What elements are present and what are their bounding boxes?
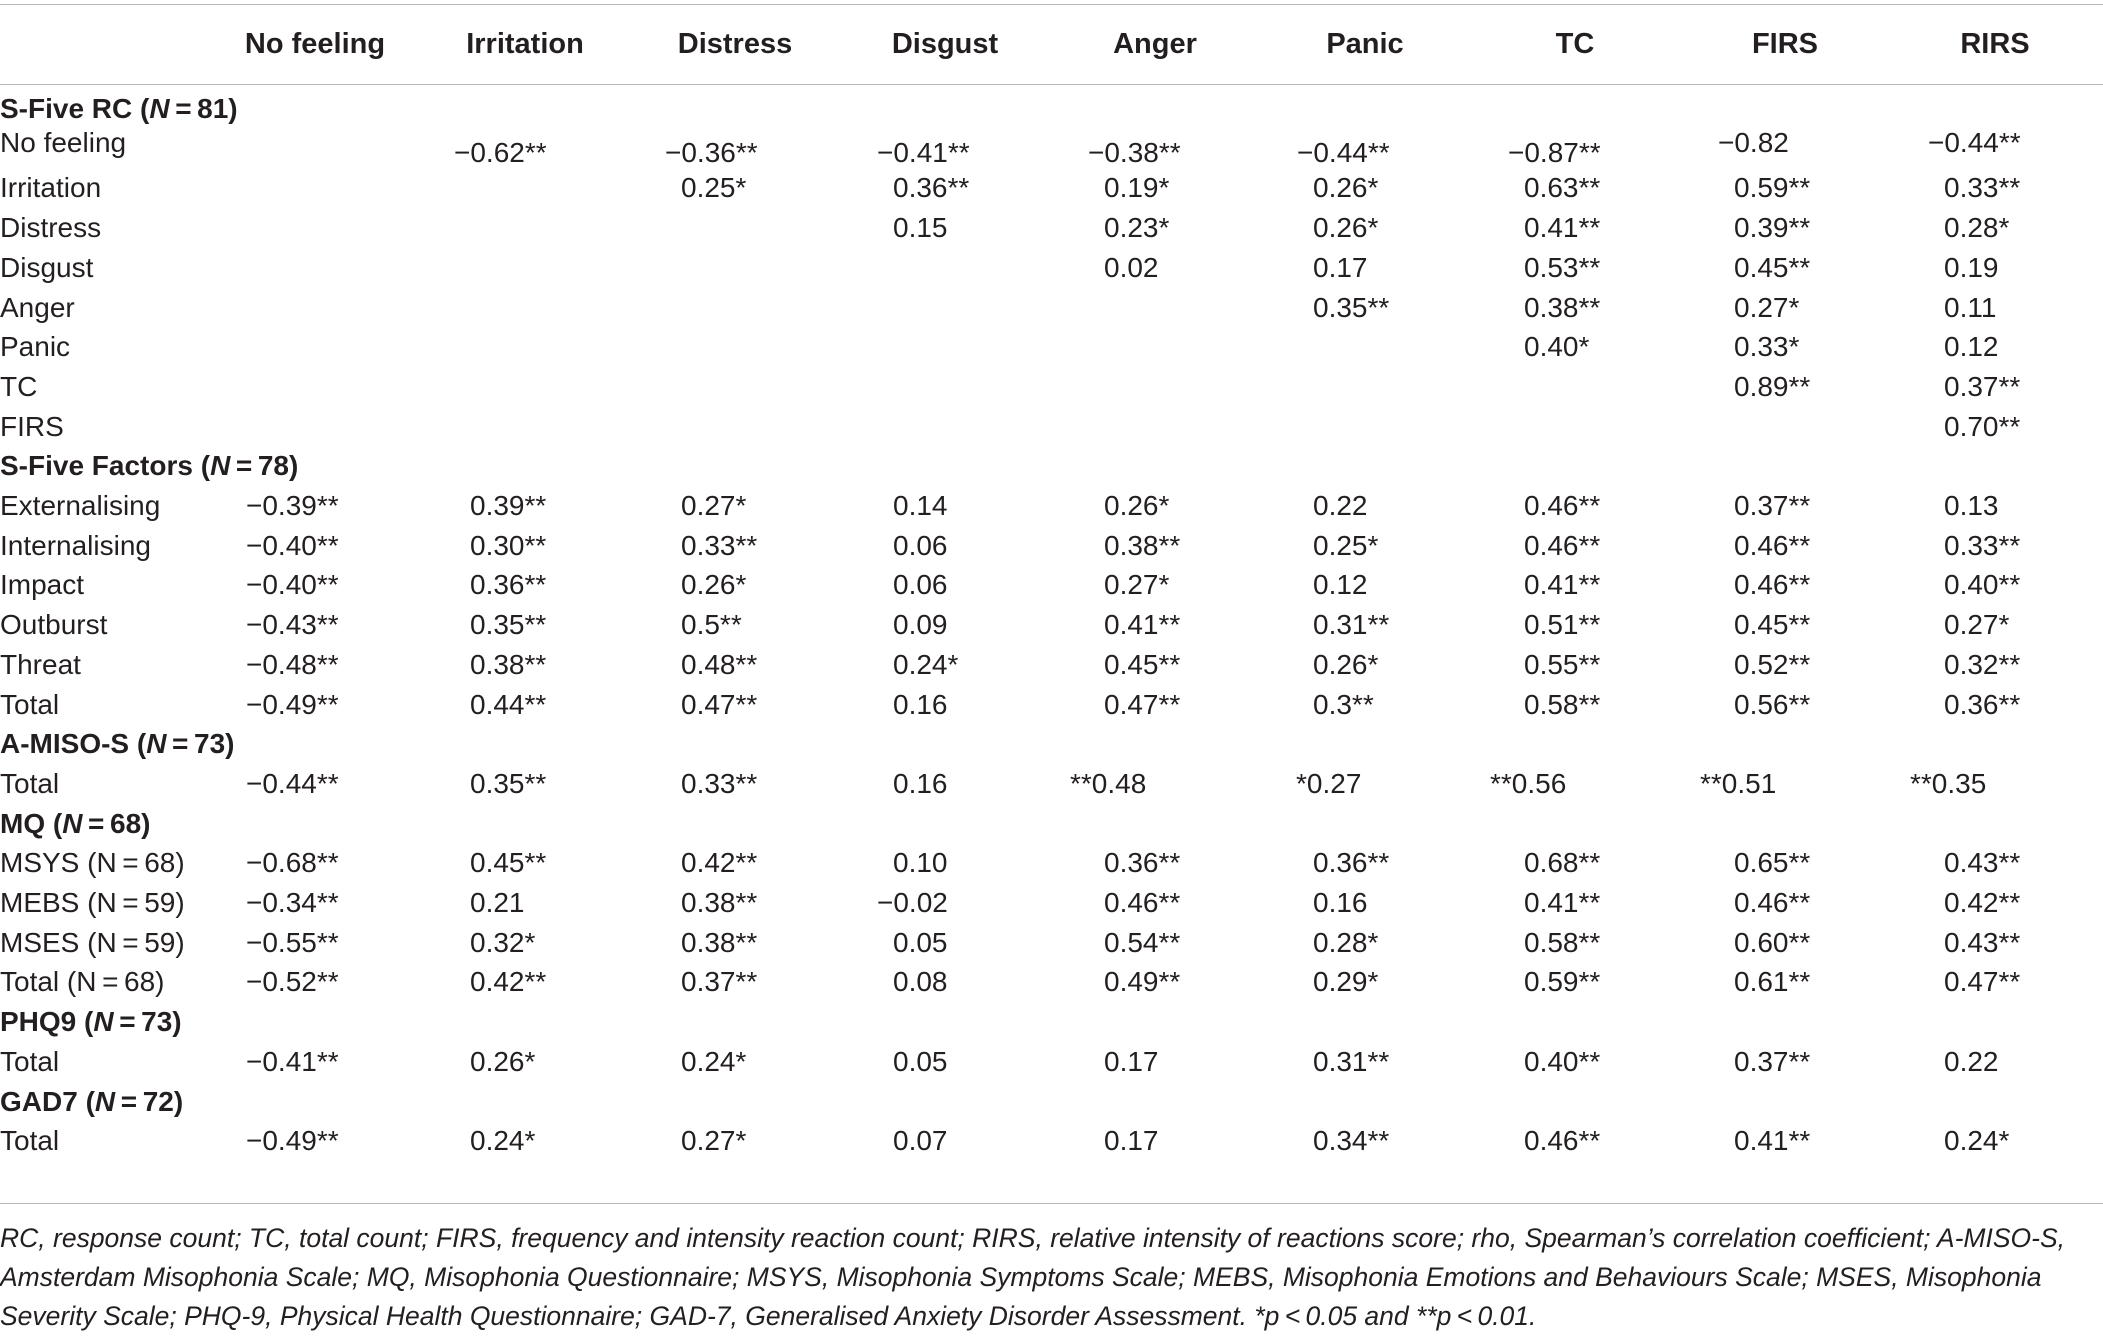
table-cell: 0.46**	[1524, 529, 1601, 561]
table-cell: 0.07	[893, 1125, 948, 1157]
table-cell: 0.44**	[470, 688, 547, 720]
table-cell: 0.30**	[470, 529, 547, 561]
table-cell: 0.26*	[1313, 648, 1379, 680]
section-title: MQ (N = 68)	[0, 807, 151, 839]
table-cell: 0.27*	[1104, 569, 1170, 601]
table-cell: 0.33**	[1944, 172, 2021, 204]
row-label: Impact	[0, 569, 85, 601]
table-cell: −0.52**	[246, 966, 339, 998]
row-label: Total	[0, 1125, 60, 1157]
table-cell: 0.22	[1944, 1045, 1999, 1077]
row-label: No feeling	[0, 126, 127, 158]
table-cell: −0.62**	[454, 136, 547, 168]
table-cell: −0.36**	[665, 136, 758, 168]
table-cell: 0.32*	[470, 926, 536, 958]
table-cell: 0.39**	[470, 490, 547, 521]
table-cell: 0.54**	[1104, 926, 1181, 958]
table-cell: 0.31**	[1313, 609, 1390, 641]
table-cell: 0.23*	[1104, 212, 1170, 244]
table-cell: 0.24*	[893, 648, 959, 680]
table-cell: −0.34**	[246, 887, 339, 918]
row-label: MSYS (N = 68)	[0, 847, 185, 879]
table-cell: −0.44**	[1928, 126, 2021, 158]
table-cell: 0.35**	[1313, 291, 1390, 323]
table-cell: 0.38**	[470, 648, 547, 680]
row-label: MEBS (N = 59)	[0, 887, 185, 918]
header-rule	[0, 84, 2103, 85]
table-cell: 0.3**	[1313, 688, 1374, 720]
table-cell: 0.12	[1944, 331, 1999, 363]
table-cell: 0.16	[893, 767, 948, 799]
column-header: RIRS	[1960, 28, 2030, 60]
top-rule	[0, 4, 2103, 5]
table-cell: **0.35	[1910, 767, 1987, 799]
table-cell: 0.58**	[1524, 926, 1601, 958]
table-cell: 0.65**	[1734, 847, 1811, 879]
table-cell: 0.33*	[1734, 331, 1800, 363]
row-label: Outburst	[0, 609, 108, 641]
table-cell: −0.41**	[246, 1045, 339, 1077]
table-cell: 0.11	[1944, 291, 1997, 323]
table-cell: 0.31**	[1313, 1045, 1390, 1077]
table-cell: 0.24*	[1944, 1125, 2010, 1157]
table-cell: 0.70**	[1944, 410, 2021, 442]
table-cell: −0.43**	[246, 609, 339, 641]
row-label: FIRS	[0, 410, 64, 442]
column-header: Irritation	[466, 28, 584, 60]
table-cell: 0.51**	[1524, 609, 1601, 641]
table-cell: 0.16	[893, 688, 948, 720]
table-cell: 0.41**	[1524, 887, 1601, 918]
table-cell: 0.60**	[1734, 926, 1811, 958]
table-cell: 0.53**	[1524, 251, 1601, 283]
table-cell: 0.27*	[681, 490, 747, 521]
table-cell: 0.17	[1313, 251, 1368, 283]
table-cell: 0.12	[1313, 569, 1368, 601]
table-cell: −0.40**	[246, 529, 339, 561]
column-header: TC	[1555, 28, 1595, 60]
row-label: Total	[0, 1045, 60, 1077]
table-cell: 0.49**	[1104, 966, 1181, 998]
table-cell: −0.87**	[1508, 136, 1601, 168]
table-cell: 0.46**	[1524, 1125, 1601, 1157]
table-cell: 0.36**	[1944, 688, 2021, 720]
table-cell: 0.24*	[470, 1125, 536, 1157]
table-cell: 0.22	[1313, 490, 1368, 521]
table-cell: 0.17	[1104, 1125, 1159, 1157]
table-cell: 0.33**	[681, 767, 758, 799]
table-cell: 0.02	[1104, 251, 1159, 283]
table-cell: **0.51	[1700, 767, 1777, 799]
table-cell: 0.06	[893, 569, 948, 601]
table-cell: 0.47**	[1944, 966, 2021, 998]
column-header: Panic	[1326, 28, 1404, 60]
table-cell: 0.46**	[1104, 887, 1181, 918]
table-cell: 0.29*	[1313, 966, 1379, 998]
row-label: MSES (N = 59)	[0, 926, 185, 958]
table-cell: 0.46**	[1734, 529, 1811, 561]
table-cell: 0.48**	[681, 648, 758, 680]
section-title: S-Five Factors (N = 78)	[0, 450, 299, 482]
table-cell: −0.44**	[1297, 136, 1390, 168]
table-cell: −0.48**	[246, 648, 339, 680]
table-cell: 0.59**	[1734, 172, 1811, 204]
table-cell: 0.27*	[681, 1125, 747, 1157]
table-cell: 0.08	[893, 966, 948, 998]
row-label: Total	[0, 767, 60, 799]
table-cell: 0.41**	[1524, 212, 1601, 244]
footnote-line: Amsterdam Misophonia Scale; MQ, Misophonia Questionnaire; MSYS, Misophonia Symptoms Scale; MEBS, Misophonia Emotions and Behaviours Scale; MSES, Misophonia	[0, 1262, 2042, 1292]
table-cell: 0.45**	[1734, 251, 1811, 283]
table-cell: 0.06	[893, 529, 948, 561]
table-cell: 0.41**	[1734, 1125, 1811, 1157]
table-cell: −0.41**	[877, 136, 970, 168]
table-cell: 0.28*	[1313, 926, 1379, 958]
table-cell: 0.15	[893, 212, 948, 244]
table-cell: 0.42**	[681, 847, 758, 879]
table-cell: **0.56	[1490, 767, 1567, 799]
table-cell: 0.52**	[1734, 648, 1811, 680]
table-cell: 0.27*	[1734, 291, 1800, 323]
table-cell: 0.41**	[1104, 609, 1181, 641]
table-cell: 0.26*	[470, 1045, 536, 1077]
table-cell: 0.47**	[1104, 688, 1181, 720]
table-cell: 0.19	[1944, 251, 1999, 283]
table-cell: 0.59**	[1524, 966, 1601, 998]
table-cell: −0.55**	[246, 926, 339, 958]
row-label: Total	[0, 688, 60, 720]
row-label: Externalising	[0, 490, 161, 521]
row-label: Distress	[0, 212, 102, 244]
table-cell: **0.48	[1070, 767, 1147, 799]
column-header: FIRS	[1751, 28, 1819, 60]
table-cell: 0.38**	[681, 887, 758, 918]
table-cell: 0.45**	[1104, 648, 1181, 680]
row-label: Disgust	[0, 251, 94, 283]
table-cell: 0.33**	[1944, 529, 2021, 561]
table-cell: 0.47**	[681, 688, 758, 720]
table-cell: 0.55**	[1524, 648, 1601, 680]
row-label: TC	[0, 370, 38, 402]
table-cell: 0.46**	[1734, 569, 1811, 601]
table-cell: 0.26*	[1313, 212, 1379, 244]
table-cell: 0.14	[893, 490, 948, 521]
section-title: PHQ9 (N = 73)	[0, 1006, 182, 1038]
table-cell: 0.40**	[1944, 569, 2021, 601]
row-label: Threat	[0, 648, 81, 680]
row-label: Anger	[0, 291, 75, 323]
footnote-line: RC, response count; TC, total count; FIRS, frequency and intensity reaction count; RIRS, relative intensity of reactions score; rho, Spearman’s correlation coefficient; A-MISO-S,	[0, 1223, 2065, 1253]
table-cell: 0.32**	[1944, 648, 2021, 680]
table-cell: 0.61**	[1734, 966, 1811, 998]
table-cell: 0.39**	[1734, 212, 1811, 244]
table-cell: 0.37**	[1734, 490, 1811, 521]
table-cell: 0.40**	[1524, 1045, 1601, 1077]
table-cell: 0.38**	[1524, 291, 1601, 323]
table-cell: 0.36**	[470, 569, 547, 601]
table-cell: 0.33**	[681, 529, 758, 561]
table-cell: 0.40*	[1524, 331, 1590, 363]
table-cell: 0.26*	[1313, 172, 1379, 204]
table-cell: 0.36**	[893, 172, 970, 204]
table-cell: −0.49**	[246, 688, 339, 720]
table-cell: 0.89**	[1734, 370, 1811, 402]
table-cell: *0.27	[1296, 767, 1362, 799]
table-cell: −0.68**	[246, 847, 339, 879]
table-cell: 0.56**	[1734, 688, 1811, 720]
table-cell: 0.63**	[1524, 172, 1601, 204]
table-cell: 0.38**	[1104, 529, 1181, 561]
table-cell: 0.25*	[1313, 529, 1379, 561]
table-cell: −0.38**	[1088, 136, 1181, 168]
table-cell: 0.25*	[681, 172, 747, 204]
row-label: Panic	[0, 331, 71, 363]
table-cell: 0.45**	[1734, 609, 1811, 641]
bottom-rule	[0, 1203, 2103, 1204]
table-cell: 0.09	[893, 609, 948, 641]
section-title: GAD7 (N = 72)	[0, 1085, 184, 1117]
table-cell: 0.37**	[1944, 370, 2021, 402]
table-cell: 0.46**	[1734, 887, 1811, 918]
table-cell: 0.36**	[1104, 847, 1181, 879]
table-cell: 0.43**	[1944, 847, 2021, 879]
table-cell: 0.16	[1313, 887, 1368, 918]
table-cell: −0.40**	[246, 569, 339, 601]
table-cell: 0.35**	[470, 767, 547, 799]
table-cell: 0.34**	[1313, 1125, 1390, 1157]
table-cell: 0.38**	[681, 926, 758, 958]
table-cell: 0.24*	[681, 1045, 747, 1077]
table-cell: 0.19*	[1104, 172, 1170, 204]
table-cell: 0.43**	[1944, 926, 2021, 958]
row-label: Irritation	[0, 172, 102, 204]
table-cell: −0.49**	[246, 1125, 339, 1157]
column-header: Anger	[1113, 28, 1197, 60]
table-cell: 0.17	[1104, 1045, 1159, 1077]
table-cell: 0.36**	[1313, 847, 1390, 879]
table-cell: 0.37**	[681, 966, 758, 998]
table-cell: 0.26*	[681, 569, 747, 601]
table-cell: 0.26*	[1104, 490, 1170, 521]
section-title: S-Five RC (N = 81)	[0, 93, 238, 124]
table-cell: 0.05	[893, 1045, 948, 1077]
table-cell: 0.46**	[1524, 490, 1601, 521]
table-cell: 0.28*	[1944, 212, 2010, 244]
table-cell: 0.42**	[470, 966, 547, 998]
table-cell: 0.21	[470, 887, 525, 918]
table-cell: 0.58**	[1524, 688, 1601, 720]
table-cell: −0.39**	[246, 490, 339, 521]
row-label: Total (N = 68)	[0, 966, 165, 998]
table-cell: −0.44**	[246, 767, 339, 799]
table-cell: 0.05	[893, 926, 948, 958]
table-cell: 0.37**	[1734, 1045, 1811, 1077]
footnote-line: Severity Scale; PHQ-9, Physical Health Questionnaire; GAD-7, Generalised Anxiety Disorder Assessment. *p < 0.05 and **p < 0.01.	[0, 1301, 1537, 1331]
column-header: Disgust	[891, 28, 999, 60]
table-cell: 0.10	[893, 847, 948, 879]
table-cell: −0.82	[1718, 126, 1789, 158]
column-header: Distress	[677, 28, 793, 60]
table-cell: 0.13	[1944, 490, 1999, 521]
row-label: Internalising	[0, 529, 151, 561]
table-cell: 0.42**	[1944, 887, 2021, 918]
section-title: A-MISO-S (N = 73)	[0, 728, 235, 760]
table-cell: −0.02	[877, 887, 948, 918]
table-cell: 0.45**	[470, 847, 547, 879]
table-cell: 0.35**	[470, 609, 547, 641]
table-cell: 0.41**	[1524, 569, 1601, 601]
table-cell: 0.5**	[681, 609, 742, 641]
table-cell: 0.27*	[1944, 609, 2010, 641]
column-header: No feeling	[244, 28, 386, 60]
table-cell: 0.68**	[1524, 847, 1601, 879]
